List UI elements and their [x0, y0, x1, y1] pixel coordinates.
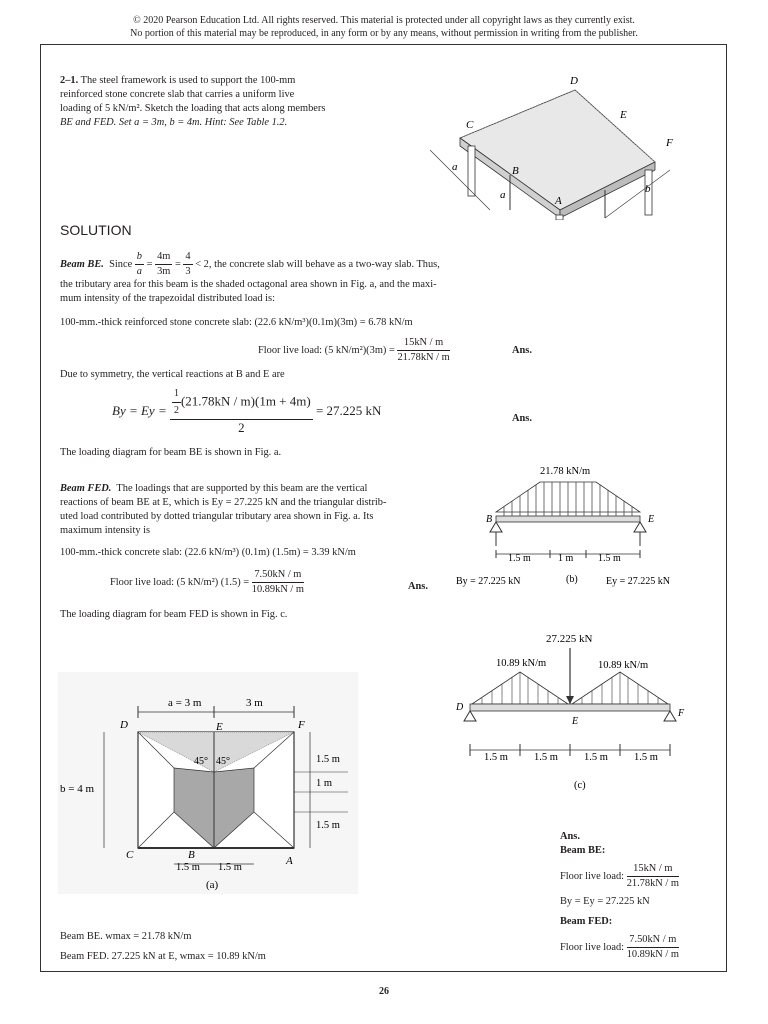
- summary-be-frac: $\frac{15kN / m}{21.78kN / m}$: [626, 863, 679, 889]
- fig-a-B: B: [188, 849, 195, 861]
- fig-a-bot2: 1.5 m: [218, 862, 242, 873]
- fed-diagram-line: The loading diagram for beam FED is shown in Fig. c.: [60, 609, 288, 620]
- be-ans-1: Ans.: [512, 345, 532, 356]
- eq-lhs: By = Ey =: [112, 403, 167, 418]
- fig-a-r1: 1.5 m: [316, 754, 340, 765]
- fig-c-point: 27.225 kN: [546, 633, 593, 645]
- beam-be-para-2: the tributary area for this beam is the shaded octagonal area shown in Fig. a, and the maxi-: [60, 279, 437, 290]
- ratio-b-a: $\frac{b}{a}$: [136, 251, 142, 277]
- summary-fed-label: Beam FED:: [560, 916, 613, 927]
- fw-label-c: C: [466, 119, 474, 131]
- fed-live-label: Floor live load: (5 kN/m²) (1.5) =: [110, 576, 250, 588]
- problem-text-3: loading of 5 kN/m². Sketch the loading that acts along members: [60, 103, 326, 114]
- fig-b-caption: (b): [566, 574, 578, 585]
- since-word: Since: [109, 258, 133, 270]
- problem-text-1: The steel framework is used to support the 100-mm: [80, 75, 296, 86]
- page-number: 26: [379, 986, 389, 997]
- fed-live-frac: $\frac{7.50kN / m}{10.89kN / m}$: [251, 569, 304, 595]
- fig-c-w1: 10.89 kN/m: [496, 658, 547, 669]
- fig-a-r3: 1.5 m: [316, 820, 340, 831]
- fig-c-D: D: [456, 702, 464, 713]
- solution-heading: SOLUTION: [60, 222, 132, 238]
- fig-b-B: B: [486, 514, 493, 525]
- fig-b-Ey: Ey = 27.225 kN: [606, 576, 670, 587]
- be-symmetry: Due to symmetry, the vertical reactions at B and E are: [60, 369, 285, 380]
- fig-a-ang2: 45°: [216, 756, 230, 767]
- fig-b-d1: 1.5 m: [508, 553, 531, 564]
- fw-label-e: E: [620, 109, 627, 121]
- beam-be-intro: Beam BE. Since $\frac{b}{a}$ = $\frac{4m}{3m}$ = $\frac{4}{3}$ < 2, the concrete slab will behave as a two-way slab. Thus,: [60, 251, 440, 277]
- fig-b-E: E: [648, 514, 655, 525]
- be-slab-line: 100-mm.-thick reinforced stone concrete slab: (22.6 kN/m³)(0.1m)(3m) = 6.78 kN/m: [60, 317, 413, 328]
- fed-slab-line: 100-mm.-thick concrete slab: (22.6 kN/m³) (0.1m) (1.5m) = 3.39 kN/m: [60, 547, 356, 558]
- copyright-line-1: © 2020 Pearson Education Ltd. All rights reserved. This material is protected under all copyright laws as they currently exist.: [133, 15, 635, 26]
- fig-b-d2: 1 m: [558, 553, 574, 564]
- summary-be-react: By = Ey = 27.225 kN: [560, 896, 650, 907]
- fig-c-F: F: [678, 708, 685, 719]
- figure-b: [452, 460, 688, 590]
- fig-b-By: By = 27.225 kN: [456, 576, 521, 587]
- fw-dim-a2: a: [500, 189, 506, 201]
- two-way-text: the concrete slab will behave as a two-way slab. Thus,: [214, 258, 440, 270]
- fig-a-r2: 1 m: [316, 778, 333, 789]
- summary-ans: Ans.: [560, 831, 580, 842]
- ratio-4-3: $\frac{4}{3}$: [185, 251, 191, 277]
- fig-b-load: 21.78 kN/m: [540, 466, 591, 477]
- fw-label-a: A: [555, 195, 562, 207]
- fed-p1: The loadings that are supported by this beam are the vertical: [116, 483, 368, 494]
- summary-fed-live: Floor live load:: [560, 941, 625, 953]
- problem-text-4: BE and FED. Set a = 3m, b = 4m. Hint: See Table 1.2.: [60, 117, 288, 128]
- fw-label-f: F: [666, 137, 673, 149]
- problem-number: 2–1.: [60, 75, 79, 86]
- fw-dim-a1: a: [452, 161, 458, 173]
- beam-be-para-3: mum intensity of the trapezoidal distributed load is:: [60, 293, 275, 304]
- copyright-line-2: No portion of this material may be reproduced, in any form or by any means, without permission in writing from the publisher.: [130, 28, 638, 39]
- fed-live-load: [110, 568, 304, 597]
- fig-a-F: F: [298, 719, 305, 731]
- fw-dim-b: b: [645, 183, 651, 195]
- fw-label-b: B: [512, 165, 519, 177]
- be-live-load: [258, 336, 450, 365]
- be-reaction-eq: [112, 386, 381, 436]
- fed-p2: reactions of beam BE at E, which is Ey = 27.225 kN and the triangular distrib-: [60, 497, 387, 508]
- fig-c-E: E: [572, 716, 579, 727]
- be-live-frac: $\frac{15kN / m}{21.78kN / m}$: [397, 337, 450, 363]
- bottom-fed: Beam FED. 27.225 kN at E, wmax = 10.89 kN/m: [60, 951, 266, 962]
- fed-p3: uted load contributed by dotted triangular tributary area shown in Fig. a. Its: [60, 511, 374, 522]
- be-live-label: Floor live load: (5 kN/m²)(3m) =: [258, 344, 395, 356]
- bottom-be: Beam BE. wmax = 21.78 kN/m: [60, 931, 192, 942]
- ratio-ineq: < 2,: [195, 258, 212, 270]
- summary-fed-frac: $\frac{7.50kN / m}{10.89kN / m}$: [626, 934, 679, 960]
- framework-figure: [420, 70, 690, 220]
- eq-rhs: = 27.225 kN: [315, 403, 382, 418]
- fig-c-d3: 1.5 m: [584, 752, 608, 763]
- fig-c-d4: 1.5 m: [634, 752, 658, 763]
- beam-be-label: Beam BE.: [60, 258, 104, 270]
- fw-label-d: D: [570, 75, 578, 87]
- fig-a-D: D: [120, 719, 128, 731]
- fig-a-bot1: 1.5 m: [176, 862, 200, 873]
- fed-ans: Ans.: [408, 581, 428, 592]
- summary-box: [560, 830, 720, 962]
- fig-c-caption: (c): [574, 780, 586, 791]
- be-diagram-line: The loading diagram for beam BE is shown in Fig. a.: [60, 447, 282, 458]
- fig-a-b: b = 4 m: [60, 783, 95, 795]
- ratio-4m-3m: $\frac{4m}{3m}$: [157, 251, 171, 277]
- fig-a-E: E: [216, 721, 223, 733]
- figure-c: [450, 628, 695, 798]
- fig-a-C: C: [126, 849, 134, 861]
- be-ans-2: Ans.: [512, 413, 532, 424]
- fig-b-d3: 1.5 m: [598, 553, 621, 564]
- beam-fed-intro: [60, 482, 470, 538]
- fig-c-d2: 1.5 m: [534, 752, 558, 763]
- fig-a-a2: 3 m: [246, 697, 263, 709]
- figure-a: [58, 672, 358, 894]
- fig-a-a: a = 3 m: [168, 697, 202, 709]
- summary-be-live: Floor live load:: [560, 870, 625, 882]
- fig-c-d1: 1.5 m: [484, 752, 508, 763]
- fig-a-ang1: 45°: [194, 756, 208, 767]
- fed-p4: maximum intensity is: [60, 525, 151, 536]
- copyright-notice: [0, 14, 768, 40]
- fig-a-caption: (a): [206, 879, 219, 891]
- summary-be-label: Beam BE:: [560, 845, 606, 856]
- beam-be-para: [60, 278, 510, 306]
- problem-text-2: reinforced stone concrete slab that carries a uniform live: [60, 89, 295, 100]
- eq-frac: $\frac{1}{2}$ (21.78kN / m)(1m + 4m) 2: [170, 386, 313, 436]
- problem-statement: [60, 74, 380, 130]
- beam-fed-label: Beam FED.: [60, 483, 112, 494]
- fig-c-w2: 10.89 kN/m: [598, 660, 649, 671]
- fig-a-A: A: [286, 855, 293, 867]
